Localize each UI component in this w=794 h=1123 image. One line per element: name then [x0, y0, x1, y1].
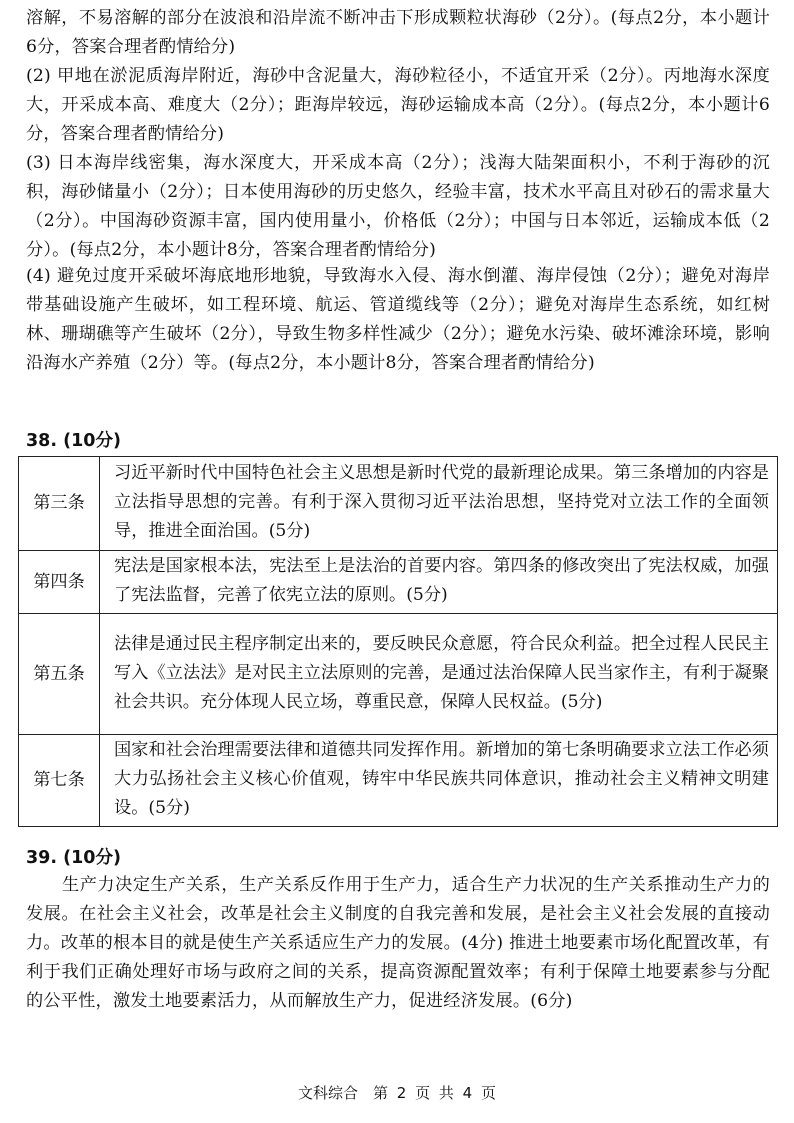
table-row: [19, 551, 778, 614]
table-row: [19, 457, 778, 551]
table-row: [19, 735, 778, 827]
table-row: [19, 614, 778, 735]
article-name: 第四条: [19, 551, 100, 614]
q38-articles-table: [18, 456, 778, 827]
article-explanation: 习近平新时代中国特色社会主义思想是新时代党的最新理论成果。第三条增加的内容是立法指导思想的完善。有利于深入贯彻习近平法治思想，坚持党对立法工作的全面领导，推进全面治国。(5分): [100, 457, 778, 551]
article-name: 第五条: [19, 614, 100, 735]
article-name: 第三条: [19, 457, 100, 551]
q37-part4-answer: (4) 避免过度开采破坏海底地形地貌，导致海水入侵、海水倒灌、海岸侵蚀（2分）；避免对海岸带基础设施产生破坏，如工程环境、航运、管道缆线等（2分）；避免对海岸生态系统，如红树林、珊瑚礁等产生破坏（2分），导致生物多样性减少（2分）；避免水污染、破坏滩涂环境，影响沿海水产养殖（2分）等。(每点2分，本小题计8分，答案合理者酌情给分): [26, 266, 770, 373]
article-explanation: 国家和社会治理需要法律和道德共同发挥作用。新增加的第七条明确要求立法工作必须大力弘扬社会主义核心价值观，铸牢中华民族共同体意识，推动社会主义精神文明建设。(5分): [100, 735, 778, 827]
q39-answer: 生产力决定生产关系，生产关系反作用于生产力，适合生产力状况的生产关系推动生产力的发展。在社会主义社会，改革是社会主义制度的自我完善和发展，是社会主义社会发展的直接动力。改革的根本目的就是使生产关系适应生产力的发展。(4分) 推进土地要素市场化配置改革，有利于我们正确处理好市场与政府之间的关系，提高资源配置效率；有利于保障土地要素参与分配的公平性，激发土地要素活力，从而解放生产力，促进经济发展。(6分): [26, 875, 770, 1011]
article-name: 第七条: [19, 735, 100, 827]
q37-part2-answer: (2) 甲地在淤泥质海岸附近，海砂中含泥量大，海砂粒径小，不适宜开采（2分）。丙地海水深度大，开采成本高、难度大（2分）；距海岸较远，海砂运输成本高（2分）。(每点2分，本小题计6分，答案合理者酌情给分): [26, 66, 770, 144]
q37-part1-tail: 溶解，不易溶解的部分在波浪和沿岸流不断冲击下形成颗粒状海砂（2分）。(每点2分，本小题计6分，答案合理者酌情给分): [26, 8, 770, 57]
q39-title: 39. (10分): [26, 848, 121, 868]
q38-title: 38. (10分): [26, 431, 121, 451]
article-explanation: 法律是通过民主程序制定出来的，要反映民众意愿，符合民众利益。把全过程人民民主写入《立法法》是对民主立法原则的完善，是通过法治保障人民当家作主，有利于凝聚社会共识。充分体现人民立场，尊重民意，保障人民权益。(5分): [100, 614, 778, 735]
q37-part3-answer: (3) 日本海岸线密集，海水深度大，开采成本高（2分）；浅海大陆架面积小，不利于海砂的沉积，海砂储量小（2分）；日本使用海砂的历史悠久，经验丰富，技术水平高且对砂石的需求量大（2分）。中国海砂资源丰富，国内使用量小，价格低（2分）；中国与日本邻近，运输成本低（2分）。(每点2分，本小题计8分，答案合理者酌情给分): [26, 153, 770, 260]
page-footer: 文科综合 第 2 页 共 4 页: [298, 1084, 496, 1102]
article-explanation: 宪法是国家根本法，宪法至上是法治的首要内容。第四条的修改突出了宪法权威，加强了宪法监督，完善了依宪立法的原则。(5分): [100, 551, 778, 614]
